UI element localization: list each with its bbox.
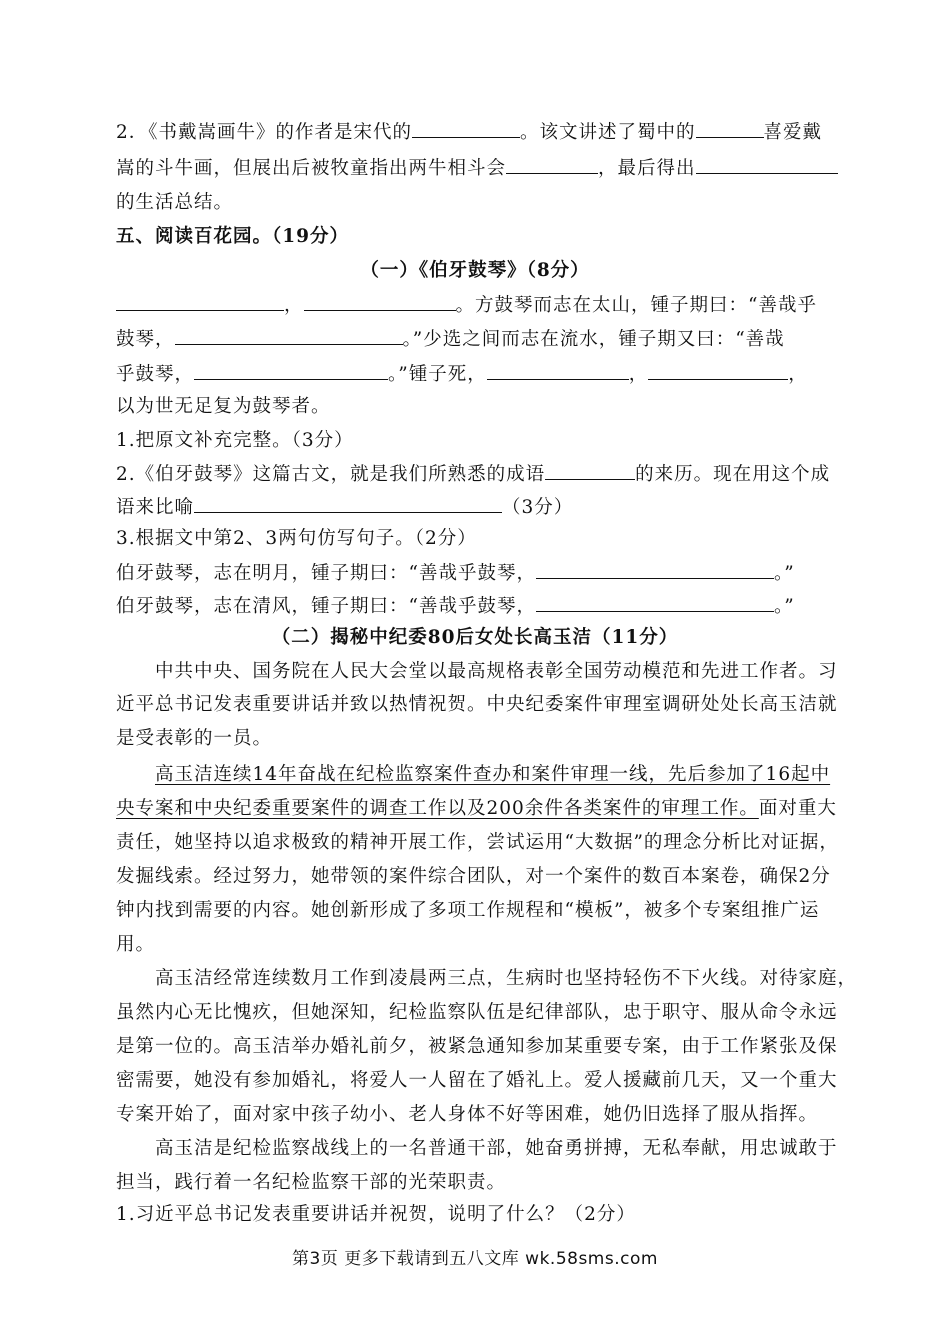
para1-line: 是受表彰的一员。 xyxy=(116,728,273,749)
para4-line: 高玉洁是纪检监察战线上的一名普通干部，她奋勇拼搏，无私奉献，用忠诚敢于 xyxy=(155,1138,838,1159)
passage-text: 面对重大 xyxy=(758,798,837,819)
para2-line: 发掘线索。经过努力，她带领的案件综合团队，对一个案件的数百本案卷，确保2分 xyxy=(116,866,831,887)
underlined-sentence: 高玉洁连续14年奋战在纪检监察案件查办和案件审理一线，先后参加了16起中 xyxy=(155,764,831,785)
part1-question-1: 1.把原文补充完整。（3分） xyxy=(116,430,354,451)
question-text: 伯牙鼓琴，志在清风，锺子期曰：“善哉乎鼓琴， xyxy=(116,596,536,617)
para2-line xyxy=(155,762,830,788)
part2-question-1: 1.习近平总书记发表重要讲话并祝贺，说明了什么？（2分） xyxy=(116,1204,636,1225)
para4-line: 担当，践行着一名纪检监察干部的光荣职责。 xyxy=(116,1172,507,1193)
para2-line: 钟内找到需要的内容。她创新形成了多项工作规程和“模板”，被多个专案组推广运 xyxy=(116,900,820,921)
answer-blank[interactable] xyxy=(696,119,764,138)
q2-line-3: 的生活总结。 xyxy=(116,192,234,213)
passage-text: ， xyxy=(628,364,649,385)
question-text: 的来历。现在用这个成 xyxy=(635,464,831,485)
part1-text-line-1 xyxy=(116,292,817,319)
question-text: （3分） xyxy=(502,497,574,518)
answer-blank[interactable] xyxy=(487,361,629,380)
question-text: 2.《伯牙鼓琴》这篇古文，就是我们所熟悉的成语 xyxy=(116,464,546,485)
q2-text: 。该文讲述了蜀中的 xyxy=(520,122,696,143)
para2-line: 用。 xyxy=(116,934,156,955)
part1-question-2 xyxy=(116,461,830,488)
part1-title: （一）《伯牙鼓琴》（8分） xyxy=(360,260,590,281)
part1-question-3: 3.根据文中第2、3两句仿写句子。（2分） xyxy=(116,528,477,549)
q2-text: 喜爱戴 xyxy=(763,122,823,143)
q2-text: ，最后得出 xyxy=(598,158,696,179)
passage-text: 。”少选之间而志在流水，锺子期又曰：“善哉 xyxy=(402,329,785,350)
para3-line: 是第一位的。高玉洁举办婚礼前夕，被紧急通知参加某重要专案，由于工作紧张及保 xyxy=(116,1036,838,1057)
answer-blank[interactable] xyxy=(545,461,635,480)
passage-text: 鼓琴， xyxy=(116,329,175,350)
answer-blank[interactable] xyxy=(506,155,598,174)
q2-text: 2．《书戴嵩画牛》的作者是宋代的 xyxy=(116,122,413,143)
page-footer: 第3页 更多下载请到五八文库 wk.58sms.com xyxy=(292,1249,658,1269)
part1-text-line-4: 以为世无足复为鼓琴者。 xyxy=(116,396,331,417)
para2-line xyxy=(116,796,837,822)
para3-line: 高玉洁经常连续数月工作到凌晨两三点，生病时也坚持轻伤不下火线。对待家庭， xyxy=(155,968,858,989)
para2-line: 责任，她坚持以追求极致的精神开展工作，尝试运用“大数据”的理念分析比对证据， xyxy=(116,832,839,853)
question-text: 。” xyxy=(773,563,795,584)
para3-line: 专案开始了，面对家中孩子幼小、老人身体不好等困难，她仍旧选择了服从指挥。 xyxy=(116,1104,819,1125)
imitation-line-1 xyxy=(116,560,795,587)
question-text: 。” xyxy=(773,596,795,617)
answer-blank[interactable] xyxy=(116,292,284,311)
para3-line: 虽然内心无比愧疚，但她深知，纪检监察队伍是纪律部队，忠于职守、服从命令永远 xyxy=(116,1002,838,1023)
part1-text-line-2 xyxy=(116,326,785,353)
answer-blank[interactable] xyxy=(536,560,774,579)
q2-line-1 xyxy=(116,119,822,146)
part1-question-2-cont xyxy=(116,494,573,521)
answer-blank[interactable] xyxy=(304,292,456,311)
passage-text: 。”锺子死， xyxy=(388,364,487,385)
part1-text-line-3 xyxy=(116,361,808,388)
answer-blank[interactable] xyxy=(696,155,838,174)
question-text: 伯牙鼓琴，志在明月，锺子期曰：“善哉乎鼓琴， xyxy=(116,563,536,584)
part2-title: （二）揭秘中纪委80后女处长高玉洁（11分） xyxy=(271,627,679,648)
q2-line-2 xyxy=(116,155,838,182)
passage-text: ， xyxy=(284,295,304,316)
para1-line: 中共中央、国务院在人民大会堂以最高规格表彰全国劳动模范和先进工作者。习 xyxy=(155,661,838,682)
answer-blank[interactable] xyxy=(194,494,502,513)
answer-blank[interactable] xyxy=(648,361,788,380)
q2-text: 嵩的斗牛画，但展出后被牧童指出两牛相斗会 xyxy=(116,158,507,179)
answer-blank[interactable] xyxy=(194,361,388,380)
underlined-sentence: 央专案和中央纪委重要案件的调查工作以及200余件各类案件的审理工作。 xyxy=(116,798,759,819)
answer-blank[interactable] xyxy=(412,119,520,138)
section-heading: 五、阅读百花园。（19分） xyxy=(116,226,349,247)
answer-blank[interactable] xyxy=(536,593,774,612)
passage-text: ， xyxy=(788,364,808,385)
passage-text: 乎鼓琴， xyxy=(116,364,195,385)
para1-line: 近平总书记发表重要讲话并致以热情祝贺。中央纪委案件审理室调研处处长高玉洁就 xyxy=(116,694,838,715)
question-text: 语来比喻 xyxy=(116,497,195,518)
passage-text: 。方鼓琴而志在太山，锺子期曰：“善哉乎 xyxy=(455,295,817,316)
answer-blank[interactable] xyxy=(175,326,403,345)
imitation-line-2 xyxy=(116,593,795,620)
para3-line: 密需要，她没有参加婚礼，将爱人一人留在了婚礼上。爱人援藏前几天，又一个重大 xyxy=(116,1070,838,1091)
